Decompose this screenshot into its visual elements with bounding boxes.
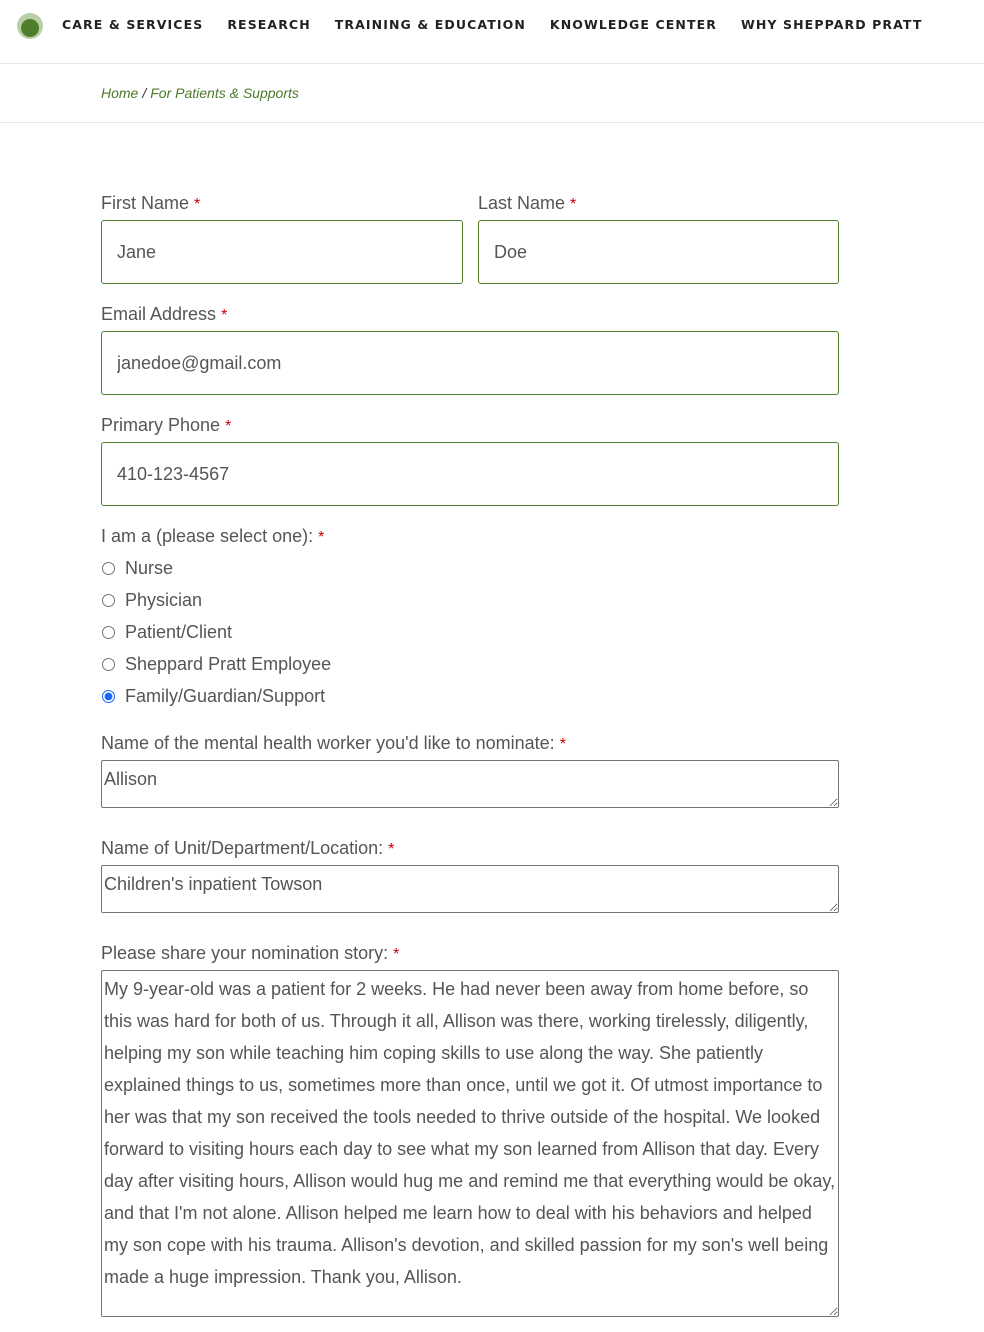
radio-nurse[interactable] [102,562,115,575]
radio-patient-client[interactable] [102,626,115,639]
nav-training-education[interactable]: TRAINING & EDUCATION [334,17,526,32]
required-marker: * [318,529,325,546]
required-marker: * [194,196,201,213]
email-label: Email Address * [101,304,228,324]
nav-why-sheppard-pratt[interactable]: WHY SHEPPARD PRATT [740,17,923,32]
first-name-label: First Name * [101,193,201,213]
role-option-nurse[interactable]: Nurse [101,558,173,579]
phone-input[interactable] [101,442,839,506]
role-option-employee[interactable]: Sheppard Pratt Employee [101,654,331,675]
nav-care-services[interactable]: CARE & SERVICES [62,17,204,32]
nominee-textarea[interactable] [101,760,839,808]
required-marker: * [559,736,566,753]
role-option-family-guardian-support[interactable]: Family/Guardian/Support [101,686,325,707]
breadcrumb-home-link[interactable]: Home [101,85,139,101]
breadcrumb-current-link[interactable]: For Patients & Supports [150,85,299,101]
first-name-input[interactable] [101,220,463,284]
email-input[interactable] [101,331,839,395]
breadcrumb [101,85,299,101]
sheppard-pratt-logo-icon[interactable] [16,12,44,40]
nav-knowledge-center[interactable]: KNOWLEDGE CENTER [549,17,717,32]
top-navigation [0,0,984,64]
role-label: I am a (please select one): * [101,526,325,546]
breadcrumb-separator: / [142,85,147,101]
phone-label: Primary Phone * [101,415,232,435]
main-nav [62,17,946,32]
required-marker: * [221,307,228,324]
required-marker: * [388,841,395,858]
required-marker: * [225,418,232,435]
radio-family-guardian-support[interactable] [102,690,115,703]
story-textarea[interactable] [101,970,839,1317]
nav-research[interactable]: RESEARCH [227,17,311,32]
radio-physician[interactable] [102,594,115,607]
radio-employee[interactable] [102,658,115,671]
last-name-label: Last Name * [478,193,577,213]
last-name-input[interactable] [478,220,839,284]
unit-textarea[interactable] [101,865,839,913]
story-label: Please share your nomination story: * [101,943,400,963]
role-option-patient-client[interactable]: Patient/Client [101,622,232,643]
breadcrumb-bar [0,64,984,123]
nominee-label: Name of the mental health worker you'd like to nominate: * [101,733,566,753]
role-option-physician[interactable]: Physician [101,590,202,611]
required-marker: * [570,196,577,213]
required-marker: * [393,946,400,963]
unit-label: Name of Unit/Department/Location: * [101,838,395,858]
